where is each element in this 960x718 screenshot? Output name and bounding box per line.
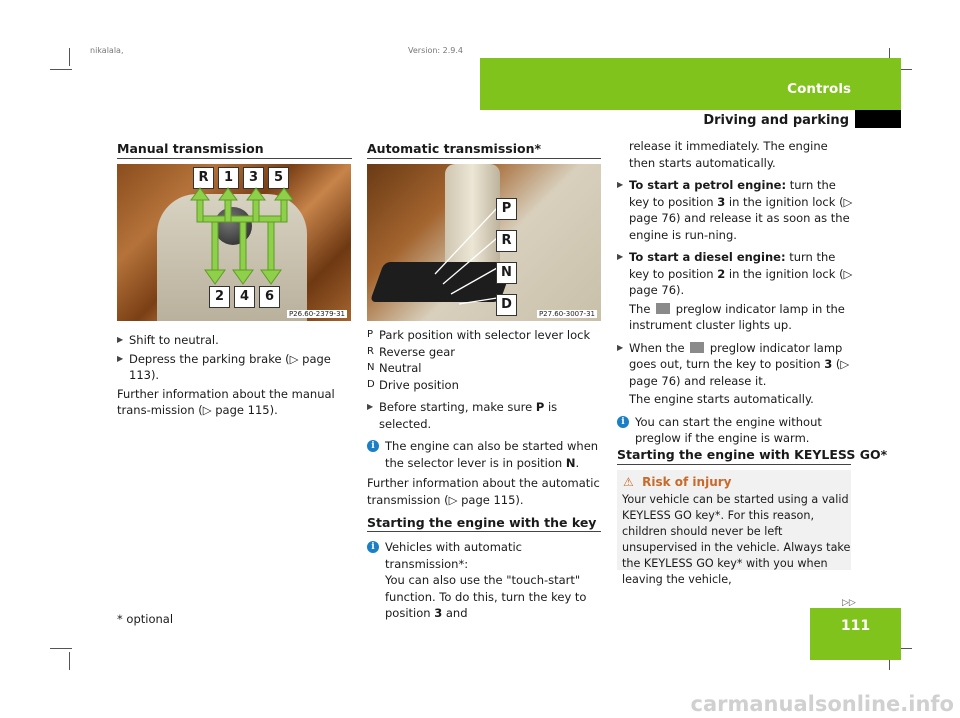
- bullet-item: [617, 177, 857, 243]
- heading-start-key: Starting the engine with the key: [367, 515, 597, 530]
- bullet-item: ▶ Depress the parking brake (▷ page 113).: [117, 351, 355, 384]
- warning-title-row: [623, 475, 731, 489]
- bullet-item: [617, 340, 857, 390]
- legend-label: Park position with selector lever lock: [379, 328, 591, 342]
- manual-shifter-photo: [117, 164, 351, 321]
- heading-manual: Manual transmission: [117, 141, 264, 156]
- info-icon: i: [367, 440, 379, 452]
- gear-label: 3: [243, 167, 264, 189]
- legend-row: [367, 327, 605, 344]
- position-label: D: [496, 294, 517, 316]
- automatic-selector-photo: [367, 164, 601, 321]
- legend-key: P: [367, 329, 374, 340]
- position-legend: [367, 327, 605, 393]
- continue-marker: ▷▷: [842, 598, 856, 608]
- legend-key: N: [367, 362, 375, 373]
- position-label: N: [496, 262, 517, 284]
- legend-label: Drive position: [379, 377, 459, 392]
- bullet-item: [617, 249, 857, 299]
- text: in the ignition lock (▷ page 76) and release it as soon as the engine is run-ning.: [629, 194, 853, 242]
- text: in the ignition lock (▷ page 76).: [629, 266, 853, 297]
- bullet-item: ▶ Shift to neutral.: [117, 332, 355, 349]
- text-bold: 2: [717, 266, 726, 281]
- header-bar: [480, 58, 901, 110]
- text: .: [575, 455, 580, 470]
- info-icon: i: [617, 416, 629, 428]
- warning-box: [617, 470, 851, 586]
- legend-label: Neutral: [379, 361, 422, 375]
- text: The engine can also be started when the selector lever is in position: [385, 439, 599, 470]
- legend-row: [367, 377, 605, 394]
- crop-mark: [69, 48, 70, 66]
- heading-rule: [367, 531, 601, 532]
- preglow-icon: [656, 303, 670, 314]
- text: preglow indicator lamp in the instrument cluster lights up.: [629, 301, 845, 332]
- gear-label: 4: [234, 286, 255, 308]
- crop-mark: [50, 69, 72, 70]
- photo-code: P26.60-2379-31: [288, 310, 345, 318]
- subsection-title: Driving and parking: [703, 113, 849, 128]
- preglow-icon: [690, 342, 704, 353]
- heading-rule: [117, 158, 352, 159]
- info-note: [367, 438, 605, 471]
- warning-icon: ⚠: [623, 475, 634, 489]
- sub-paragraph: The engine starts automatically.: [629, 392, 814, 406]
- gear-label: 5: [268, 167, 289, 189]
- page-number-box: [810, 608, 901, 660]
- text: turn the key to position: [629, 250, 836, 281]
- shift-arrows: [177, 186, 287, 286]
- legend-key: R: [367, 345, 374, 357]
- text-bold: 3: [824, 357, 833, 371]
- text: The: [629, 301, 655, 316]
- gear-label: 6: [259, 286, 280, 308]
- print-meta-left: nikalala,: [90, 46, 124, 55]
- manual-text: [117, 332, 355, 419]
- text: You can also use the "touch-start" function. To do this, turn the key to position: [385, 573, 587, 620]
- watermark: carmanualsonline.info: [690, 692, 954, 716]
- text-bold: 3: [434, 606, 443, 620]
- automatic-text: [367, 327, 605, 508]
- text: Before starting, make sure: [379, 400, 536, 414]
- text-bold: N: [565, 455, 576, 470]
- info-icon: i: [367, 541, 379, 553]
- text-bold: P: [535, 400, 545, 414]
- paragraph: Further information about the manual trans-mission (▷ page 115).: [117, 386, 335, 417]
- crop-mark: [50, 648, 72, 649]
- page-number: 111: [840, 618, 871, 634]
- photo-code: P27.60-3007-31: [538, 310, 595, 318]
- text: When the: [629, 340, 689, 355]
- text-bold: To start a diesel engine:: [629, 250, 786, 264]
- heading-keyless-go: Starting the engine with KEYLESS GO*: [617, 447, 888, 462]
- text: You can start the engine without preglow if the engine is warm.: [635, 414, 822, 445]
- gear-label: 2: [209, 286, 230, 308]
- heading-automatic: Automatic transmission*: [367, 141, 542, 156]
- sub-paragraph: [617, 301, 857, 334]
- gear-label: R: [193, 167, 214, 189]
- heading-rule: [617, 464, 851, 465]
- warning-text: Your vehicle can be started using a valid KEYLESS GO key*. For this reason, children should never be left unsupervised in the vehicle. Always take the KEYLESS GO key* with you when leaving the vehicle,: [622, 493, 851, 586]
- subheader: [480, 110, 901, 128]
- legend-row: [367, 344, 605, 361]
- position-labels: [496, 198, 517, 316]
- text-bold: 3: [717, 194, 726, 209]
- position-label: R: [496, 230, 517, 252]
- position-label: P: [496, 198, 517, 220]
- warning-title: Risk of injury: [642, 475, 732, 489]
- text: Vehicles with automatic transmission*:: [385, 540, 522, 571]
- text: (▷ page 76) and release it.: [629, 357, 850, 388]
- text: preglow indicator lamp goes out, turn the key to position: [629, 340, 843, 371]
- gear-row-bottom: [209, 286, 280, 308]
- footnote: * optional: [117, 612, 174, 626]
- legend-row: [367, 360, 605, 377]
- thumb-tab: [855, 110, 901, 128]
- section-title: Controls: [787, 81, 851, 97]
- text: and: [442, 606, 468, 620]
- key-start-text: [367, 539, 605, 622]
- col3-text: [617, 138, 857, 447]
- info-note: [617, 414, 857, 447]
- text: is selected.: [379, 400, 558, 431]
- gear-label: 1: [218, 167, 239, 189]
- text: turn the key to position: [629, 178, 836, 209]
- legend-label: Reverse gear: [379, 344, 456, 359]
- bullet-item: [367, 399, 605, 432]
- info-note: [367, 539, 605, 622]
- text-bold: To start a petrol engine:: [629, 178, 787, 192]
- paragraph: Further information about the automatic transmission (▷ page 115).: [367, 476, 600, 507]
- legend-key: D: [367, 378, 375, 390]
- heading-rule: [367, 158, 601, 159]
- print-meta-version: Version: 2.9.4: [408, 46, 464, 55]
- crop-mark: [69, 652, 70, 670]
- leader-lines: [427, 204, 507, 314]
- paragraph: release it immediately. The engine then starts automatically.: [629, 139, 828, 170]
